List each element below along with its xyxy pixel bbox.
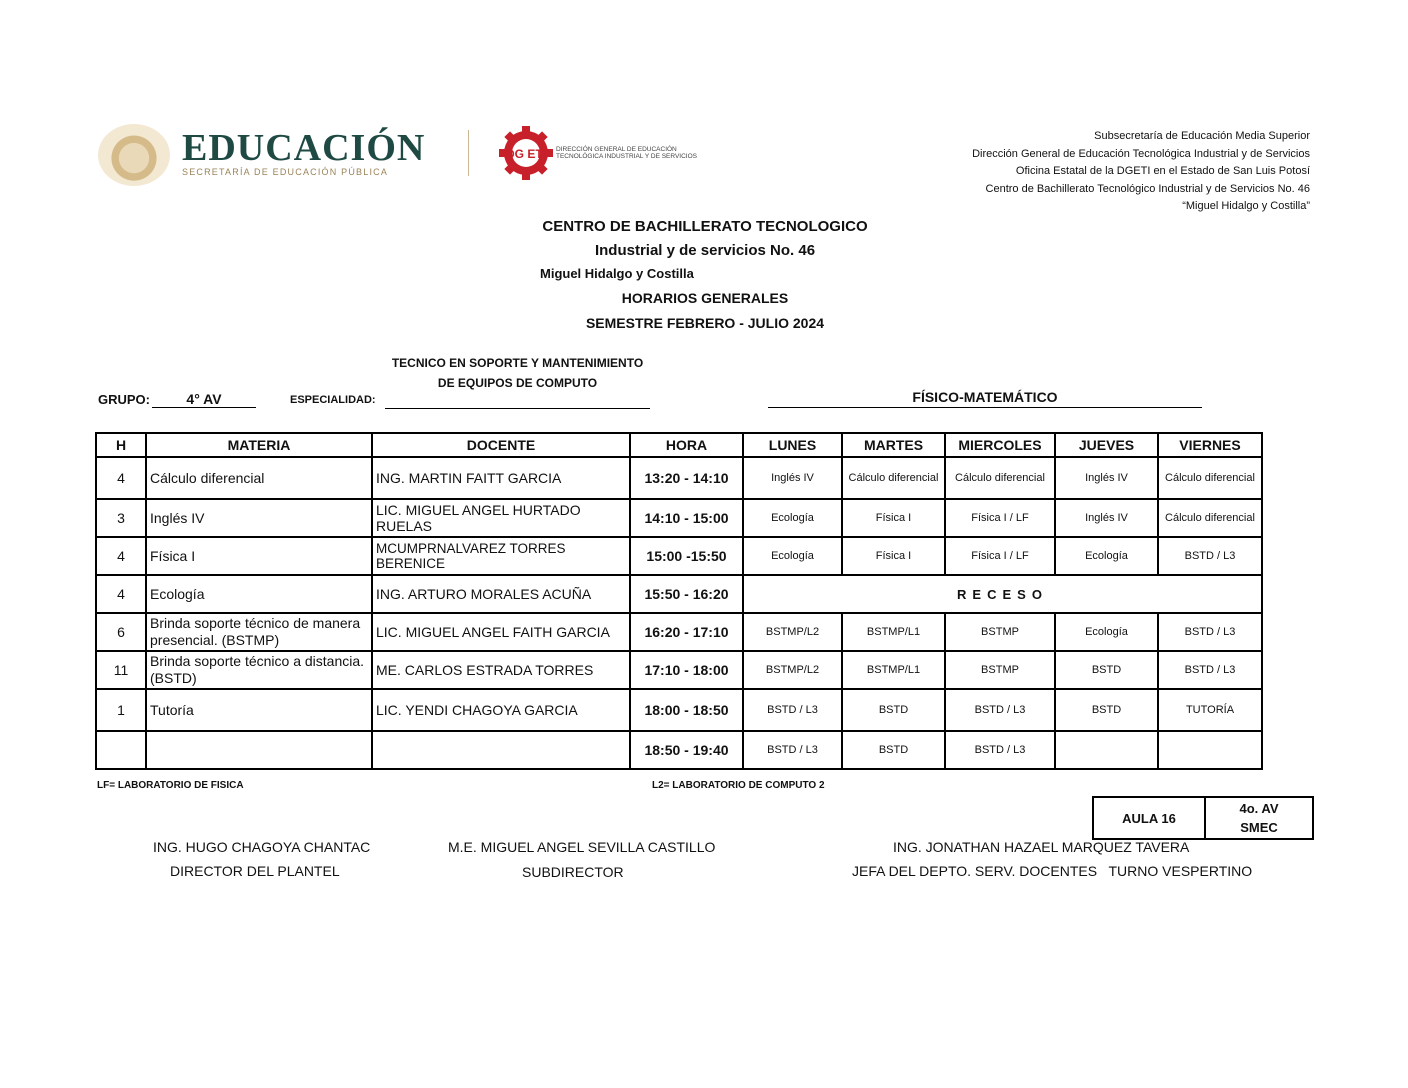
especialidad-value: TECNICO EN SOPORTE Y MANTENIMIENTO DE EQUIPOS DE COMPUTO xyxy=(391,356,644,390)
signature-subdirector-name: M.E. MIGUEL ANGEL SEVILLA CASTILLO xyxy=(448,839,716,855)
dgeti-line: TECNOLÓGICA INDUSTRIAL Y DE SERVICIOS xyxy=(556,153,697,160)
area-value: FÍSICO-MATEMÁTICO xyxy=(768,389,1202,408)
cell-day: Inglés IV xyxy=(1055,499,1158,537)
dgeti-logo-text-block xyxy=(556,146,697,160)
cell-day: Física I xyxy=(842,537,945,575)
cell-h: 3 xyxy=(96,499,146,537)
institution-line: Subsecretaría de Educación Media Superior xyxy=(1094,130,1310,142)
cell-h xyxy=(96,731,146,769)
cell-hora: 14:10 - 15:00 xyxy=(630,499,743,537)
cell-hora: 13:20 - 14:10 xyxy=(630,457,743,499)
cell-materia: Brinda soporte técnico a distancia. (BSTD) xyxy=(146,651,372,689)
cell-materia: Brinda soporte técnico de manera presencial. (BSTMP) xyxy=(146,613,372,651)
cell-docente: MCUMPRNALVAREZ TORRES BERENICE xyxy=(372,537,630,575)
aula-group-line: 4o. AV xyxy=(1239,801,1279,816)
cell-day: Cálculo diferencial xyxy=(945,457,1055,499)
aula-group-line: SMEC xyxy=(1240,820,1278,835)
institution-line: Dirección General de Educación Tecnológica Industrial y de Servicios xyxy=(972,147,1310,160)
signature-director-name: ING. HUGO CHAGOYA CHANTAC xyxy=(153,839,371,855)
receso-cell: RECESO xyxy=(743,575,1262,613)
cell-day: Inglés IV xyxy=(743,457,842,499)
table-row xyxy=(96,575,1262,613)
cell-materia: Cálculo diferencial xyxy=(146,457,372,499)
cell-h: 11 xyxy=(96,651,146,689)
table-row xyxy=(96,457,1262,499)
cell-docente: ME. CARLOS ESTRADA TORRES xyxy=(372,651,630,689)
cell-materia: Tutoría xyxy=(146,689,372,731)
cell-day: Inglés IV xyxy=(1055,457,1158,499)
table-row xyxy=(96,651,1262,689)
aula-box xyxy=(1092,796,1314,840)
cell-day: BSTD xyxy=(842,731,945,769)
institution-line: Oficina Estatal de la DGETI en el Estado de San Luis Potosí xyxy=(1015,165,1310,177)
cell-h: 4 xyxy=(96,537,146,575)
grupo-label: GRUPO: xyxy=(98,392,150,407)
dgeti-logo-text: DG ETI xyxy=(505,147,547,161)
cell-day: BSTD xyxy=(1055,651,1158,689)
signature-jefa-role: JEFA DEL DEPTO. SERV. DOCENTES TURNO VESPERTINO xyxy=(852,863,1253,879)
note-l2: L2= LABORATORIO DE COMPUTO 2 xyxy=(652,780,825,791)
education-logo-title: EDUCACIÓN xyxy=(182,127,426,169)
header-viernes: VIERNES xyxy=(1158,433,1262,457)
education-logo-subtitle: SECRETARÍA DE EDUCACIÓN PÚBLICA xyxy=(182,167,389,177)
cell-hora: 15:50 - 16:20 xyxy=(630,575,743,613)
schedule-table xyxy=(95,432,1263,770)
cell-day: BSTD / L3 xyxy=(1158,537,1262,575)
cell-day: BSTMP/L2 xyxy=(743,651,842,689)
institution-line: Centro de Bachillerato Tecnológico Industrial y de Servicios No. 46 xyxy=(985,182,1310,195)
signature-subdirector-role: SUBDIRECTOR xyxy=(522,864,624,880)
cell-day: BSTD / L3 xyxy=(743,731,842,769)
cell-day: Física I / LF xyxy=(945,537,1055,575)
cell-hora: 16:20 - 17:10 xyxy=(630,613,743,651)
table-row xyxy=(96,613,1262,651)
cell-materia: Inglés IV xyxy=(146,499,372,537)
title-school: CENTRO DE BACHILLERATO TECNOLOGICO xyxy=(542,218,868,235)
cell-h: 1 xyxy=(96,689,146,731)
cell-docente: LIC. MIGUEL ANGEL FAITH GARCIA xyxy=(372,613,630,651)
cell-day: BSTD / L3 xyxy=(1158,651,1262,689)
cell-day: Física I xyxy=(842,499,945,537)
signature-director-role: DIRECTOR DEL PLANTEL xyxy=(170,863,340,879)
title-school-type: Industrial y de servicios No. 46 xyxy=(594,242,816,259)
cell-docente: ING. MARTIN FAITT GARCIA xyxy=(372,457,630,499)
cell-day: TUTORÍA xyxy=(1158,689,1262,731)
cell-day: BSTMP/L1 xyxy=(842,613,945,651)
cell-h: 6 xyxy=(96,613,146,651)
header-docente: DOCENTE xyxy=(372,433,630,457)
cell-hora: 17:10 - 18:00 xyxy=(630,651,743,689)
header-jueves: JUEVES xyxy=(1055,433,1158,457)
cell-day: Ecología xyxy=(743,499,842,537)
cell-materia: Física I xyxy=(146,537,372,575)
cell-day: BSTD / L3 xyxy=(1158,613,1262,651)
cell-h: 4 xyxy=(96,457,146,499)
institution-info xyxy=(972,128,1310,216)
cell-day: BSTD / L3 xyxy=(743,689,842,731)
cell-hora: 15:00 -15:50 xyxy=(630,537,743,575)
cell-docente: LIC. MIGUEL ANGEL HURTADO RUELAS xyxy=(372,499,630,537)
cell-day: BSTD / L3 xyxy=(945,731,1055,769)
aula-group xyxy=(1205,797,1313,839)
cell-hora: 18:00 - 18:50 xyxy=(630,689,743,731)
dgeti-gear-logo xyxy=(498,125,554,181)
cell-materia xyxy=(146,731,372,769)
cell-day: BSTD xyxy=(842,689,945,731)
cell-docente xyxy=(372,731,630,769)
cell-day: Ecología xyxy=(1055,613,1158,651)
cell-day: BSTD xyxy=(1055,689,1158,731)
note-lf: LF= LABORATORIO DE FISICA xyxy=(97,780,244,791)
cell-day: BSTMP/L1 xyxy=(842,651,945,689)
cell-day: Cálculo diferencial xyxy=(1158,457,1262,499)
title-school-name: Miguel Hidalgo y Costilla xyxy=(540,266,694,281)
cell-docente: ING. ARTURO MORALES ACUÑA xyxy=(372,575,630,613)
cell-day: BSTD / L3 xyxy=(945,689,1055,731)
cell-h: 4 xyxy=(96,575,146,613)
cell-materia: Ecología xyxy=(146,575,372,613)
institution-line: “Miguel Hidalgo y Costilla” xyxy=(1182,200,1310,212)
aula-room: AULA 16 xyxy=(1093,797,1205,839)
title-schedule: HORARIOS GENERALES xyxy=(621,290,789,306)
table-row xyxy=(96,731,1262,769)
header-martes: MARTES xyxy=(842,433,945,457)
header-lunes: LUNES xyxy=(743,433,842,457)
header-miercoles: MIERCOLES xyxy=(945,433,1055,457)
cell-hora: 18:50 - 19:40 xyxy=(630,731,743,769)
table-row xyxy=(96,689,1262,731)
sep-seal-logo xyxy=(98,124,170,186)
cell-docente: LIC. YENDI CHAGOYA GARCIA xyxy=(372,689,630,731)
especialidad-label: ESPECIALIDAD: xyxy=(290,394,376,406)
cell-day xyxy=(1158,731,1262,769)
header-hora: HORA xyxy=(630,433,743,457)
cell-day: Ecología xyxy=(743,537,842,575)
cell-day: BSTMP xyxy=(945,651,1055,689)
especialidad-underline xyxy=(385,408,650,409)
table-row xyxy=(96,499,1262,537)
grupo-value: 4° AV xyxy=(152,391,256,408)
table-header-row xyxy=(96,433,1262,457)
table-row xyxy=(96,537,1262,575)
cell-day: Cálculo diferencial xyxy=(1158,499,1262,537)
cell-day: Ecología xyxy=(1055,537,1158,575)
header-h: H xyxy=(96,433,146,457)
cell-day xyxy=(1055,731,1158,769)
dgeti-line: DIRECCIÓN GENERAL DE EDUCACIÓN xyxy=(556,146,677,153)
cell-day: BSTMP xyxy=(945,613,1055,651)
title-semester: SEMESTRE FEBRERO - JULIO 2024 xyxy=(585,315,825,331)
signature-jefa-name: ING. JONATHAN HAZAEL MARQUEZ TAVERA xyxy=(893,839,1190,855)
header-materia: MATERIA xyxy=(146,433,372,457)
cell-day: Cálculo diferencial xyxy=(842,457,945,499)
logo-divider xyxy=(468,130,469,176)
cell-day: Física I / LF xyxy=(945,499,1055,537)
cell-day: BSTMP/L2 xyxy=(743,613,842,651)
